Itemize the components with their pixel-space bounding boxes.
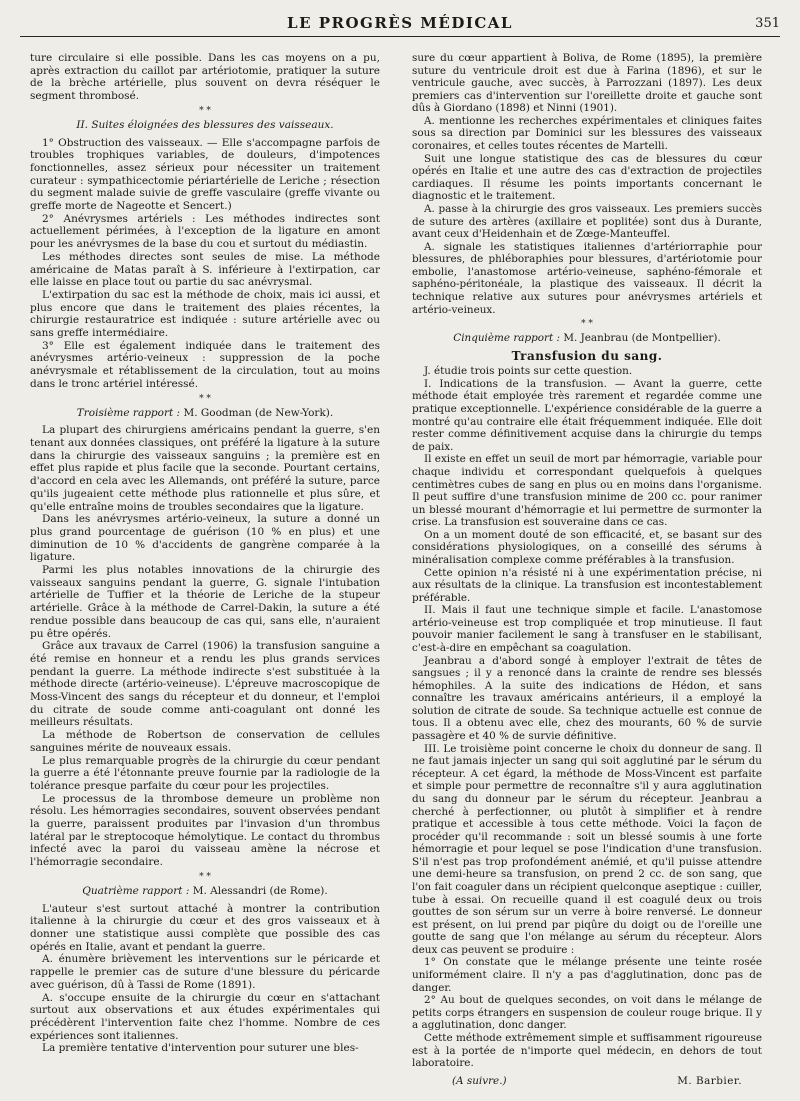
paragraph: Grâce aux travaux de Carrel (1906) la transfusion sanguine a été remise en honneur et a rendu les plus grands services pendant la guerre. La méthode indirecte s'est substituée à la méthode directe (artério-veineuse). L'épreuve macroscopique de Moss-Vincent des sangs du récepteur et du donneur, et l'emploi du citrate de soude comme anti-coagulant ont donné les meilleurs résultats.: [30, 640, 380, 729]
report-subtitle: Transfusion du sang.: [511, 348, 663, 363]
paragraph: Parmi les plus notables innovations de la chirurgie des vaisseaux sanguins pendant la guerre, G. signale l'intubation artérielle de Tuffier et la théorie de Leriche de la stupeur artérielle. Grâce à la méthode de Carrel-Dakin, la suture a été rendue possible dans beaucoup de cas qui, sans elle, n'auraient pu être opérés.: [30, 564, 380, 640]
paragraph: A. passe à la chirurgie des gros vaisseaux. Les premiers succès de suture des artères (axillaire et poplitée) sont dus à Durante, avant ceux d'Heidenhain et de Zœge-Manteuffel.: [412, 202, 762, 241]
running-title: LE PROGRÈS MÉDICAL: [287, 14, 513, 32]
paragraph: J. étudie trois points sur cette question.: [424, 365, 633, 378]
page-number: 351: [755, 16, 780, 31]
paragraph: Dans les anévrysmes artério-veineux, la suture a donné un plus grand pourcentage de guérison (10 % en plus) et une diminution de 10 % d'accidents de gangrène comparée à la ligature.: [30, 513, 380, 564]
section-separator: * *: [581, 319, 593, 330]
to-be-continued: (A suivre.): [452, 1074, 507, 1087]
left-column: [30, 52, 380, 1055]
page-header: [20, 14, 780, 37]
report-author: M. Jeanbrau (de Montpellier).: [563, 332, 721, 345]
paragraph: A. signale les statistiques italiennes d'artériorraphie pour blessures, de phléboraphies pour blessures, d'artériotomie pour embolie, l'anastomose artério-veineuse, saphéno-fémorale et saphéno-péritonéale, la plastique des vaisseaux. Il décrit la technique relative aux sutures pour anévrysmes artériels et artério-veineux.: [412, 240, 762, 316]
paragraph: La méthode de Robertson de conservation de cellules sanguines mérite de nouveaux essais.: [30, 729, 380, 754]
paragraph: 2° Au bout de quelques secondes, on voit dans le mélange de petits corps étrangers en suspension de couleur rouge brique. Il y a agglutination, donc danger.: [412, 994, 762, 1032]
paragraph: 3° Elle est également indiquée dans le traitement des anévrysmes artério-veineux : suppression de la poche anévrysmale et rétablissement de la circulation, tout au moins dans le tronc artériel intéressé.: [30, 339, 380, 390]
report-heading-goodman: [30, 407, 380, 420]
paragraph: II. Mais il faut une technique simple et facile. L'anastomose artério-veineuse est trop compliquée et trop minutieuse. Il faut pouvoir manier facilement le sang à transfuser en le stabilisant, c'est-à-dire en empêchant sa coagulation.: [412, 604, 762, 655]
report-label: Cinquième rapport :: [453, 332, 561, 345]
paragraph: Cette méthode extrêmement simple et suffisamment rigoureuse est à la portée de n'importe quel médecin, en dehors de tout laboratoire.: [412, 1031, 762, 1070]
report-heading-alessandri: [30, 885, 380, 898]
signature-line: [412, 1075, 762, 1088]
paragraph: Les méthodes directes sont seules de mise. La méthode américaine de Matas paraît à S. inférieure à l'extirpation, car elle laisse en place tout ou partie du sac anévrysmal.: [30, 250, 380, 289]
paragraph: ture circulaire si elle possible. Dans les cas moyens on a pu, après extraction du caillot par artériotomie, pratiquer la suture de la brèche artérielle, plus souvent on devra réséquer le segment thrombosé.: [30, 52, 380, 103]
paragraph: La plupart des chirurgiens américains pendant la guerre, s'en tenant aux données classiques, ont préféré la ligature à la suture dans la chirurgie des vaisseaux sanguins ; la première est en effet plus rapide et plus facile que la seconde. Pourtant certains, d'accord en cela avec les Allemands, ont préféré la suture, parce qu'ils jugeaient cette méthode plus rationnelle et plus sûre, et qu'elle entraîne moins de troubles secondaires que la ligature.: [30, 424, 380, 513]
paragraph: Le processus de la thrombose demeure un problème non résolu. Les hémorragies secondaires, souvent observées pendant la guerre, paraissent produites par l'invasion d'un thrombus latéral par le streptocoque hémolytique. Le contact du thrombus infecté avec la paroi du vaisseau amène la nécrose et l'hémorragie secondaire.: [30, 792, 380, 869]
report-label: Troisième rapport :: [76, 406, 181, 419]
section-separator: * *: [199, 105, 211, 116]
paragraph: L'auteur s'est surtout attaché à montrer la contribution italienne à la chirurgie du cœur et des gros vaisseaux et à donner une statistique aussi complète que possible des cas opérés en Italie, avant et pendant la guerre.: [30, 902, 380, 953]
paragraph: Cette opinion n'a résisté ni à une expérimentation précise, ni aux résultats de la clinique. La transfusion est incontestablement préférable.: [412, 566, 762, 604]
right-column: [412, 52, 762, 1087]
paragraph: La première tentative d'intervention pour suturer une bles-: [42, 1042, 359, 1055]
report-author: M. Goodman (de New-York).: [183, 406, 334, 419]
section-separator: * *: [199, 871, 211, 882]
paragraph: Suit une longue statistique des cas de blessures du cœur opérés en Italie et une autre des cas d'extraction de projectiles cardiaques. Il résume les points importants concernant le diagnostic et le traitement.: [412, 152, 762, 203]
report-heading-jeanbrau: [412, 332, 762, 345]
report-author: M. Alessandri (de Rome).: [192, 884, 328, 897]
paragraph: A. s'occupe ensuite de la chirurgie du cœur en s'attachant surtout aux observations et aux études expérimentales qui précédèrent l'intervention faite chez l'homme. Nombre de ces expériences sont italiennes.: [30, 991, 380, 1042]
report-label: Quatrième rapport :: [82, 884, 190, 897]
paragraph: A. mentionne les recherches expérimentales et cliniques faites sous sa direction par Dominici sur les blessures des vaisseaux coronaires, et celles toutes récentes de Martelli.: [412, 114, 762, 153]
section-separator: * *: [199, 393, 211, 404]
paragraph: Jeanbrau a d'abord songé à employer l'extrait de têtes de sangsues ; il y a renoncé dans la crainte de rendre ses blessés hémophiles. A la suite des indications de Hédon, et sans connaître les travaux américains antérieurs, il a employé la solution de citrate de soude. Sa technique actuelle est connue de tous. Il a obtenu avec elle, chez des mourants, 60 % de survie passagère et 40 % de survie définitive.: [412, 654, 762, 743]
paragraph: Le plus remarquable progrès de la chirurgie du cœur pendant la guerre a été l'étonnante preuve fournie par la radiologie de la tolérance presque parfaite du cœur pour les projectiles.: [30, 754, 380, 792]
paragraph: III. Le troisième point concerne le choix du donneur de sang. Il ne faut jamais injecter un sang qui soit agglutiné par le sérum du récepteur. A cet égard, la méthode de Moss-Vincent est parfaite et simple pour permettre de reconnaître s'il y aura agglutination du sang du donneur par le sérum du récepteur. Jeanbrau a cherché à perfectionner, ou plutôt à simplifier et à rendre pratique et accessible à tous cette méthode. Voici la façon de procéder qu'il recommande : soit un blessé soumis à une forte hémorragie et pour lequel se pose l'indication d'une transfusion. S'il n'est pas trop profondément anémié, et qu'il puisse attendre une demi-heure sa transfusion, on prend 2 cc. de son sang, que l'on fait coaguler dans un récipient quelconque aseptique : cuiller, tube à essai. On recueille quand il est coagulé deux ou trois gouttes de son sérum sur un verre à boire renversé. Le donneur est présent, on lui prend par piqûre du doigt ou de l'oreille une goutte de sang que l'on mélange au sérum du récepteur. Alors deux cas peuvent se produire :: [412, 742, 762, 956]
paragraph: On a un moment douté de son efficacité, et, se basant sur des considérations physiologiques, on a conseillé des sérums à minéralisation complexe comme préférables à la transfusion.: [412, 528, 762, 566]
paragraph: 1° On constate que le mélange présente une teinte rosée uniformément claire. Il n'y a pas d'agglutination, donc pas de danger.: [412, 956, 762, 994]
paragraph: 2° Anévrysmes artériels : Les méthodes indirectes sont actuellement périmées, à l'exception de la ligature en amont pour les anévrysmes de la base du cou et surtout du médiastin.: [30, 212, 380, 251]
paragraph: 1° Obstruction des vaisseaux. — Elle s'accompagne parfois de troubles trophiques variables, de douleurs, d'impotences fonctionnelles, assez sérieux pour nécessiter un traitement curateur : sympathicectomie périartérielle de Leriche ; résection du segment malade suivie de greffe vasculaire (greffe vivante ou greffe morte de Nageotte et Sencert.): [30, 136, 380, 213]
paragraph: I. Indications de la transfusion. — Avant la guerre, cette méthode était employée très rarement et regardée comme une pratique exceptionnelle. L'expérience considérable de la guerre a montré qu'au contraire elle était fréquemment indiquée. Elle doit rester comme définitivement acquise dans la chirurgie du temps de paix.: [412, 377, 762, 453]
paragraph: L'extirpation du sac est la méthode de choix, mais ici aussi, et plus encore que dans le traitement des plaies récentes, la chirurgie restauratrice est indiquée : suture artérielle avec ou sans greffe intermédiaire.: [30, 288, 380, 340]
article-author: M. Barbier.: [677, 1074, 742, 1087]
paragraph: A. énumère brièvement les interventions sur le péricarde et rappelle le premier cas de suture d'une blessure du péricarde avec guérison, dû à Tassi de Rome (1891).: [30, 953, 380, 991]
paragraph: sure du cœur appartient à Boliva, de Rome (1895), la première suture du ventricule droit est due à Farina (1896), et sur le ventricule gauche, avec succès, à Parrozzani (1897). Les deux premiers cas d'intervention sur l'oreillette droite et gauche sont dûs à Giordano (1898) et Ninni (1901).: [412, 52, 762, 115]
section-heading: II. Suites éloignées des blessures des vaisseaux.: [76, 118, 334, 131]
paragraph: Il existe en effet un seuil de mort par hémorragie, variable pour chaque individu et correspondant quelquefois à quelques centimètres cubes de sang en plus ou en moins dans l'organisme. Il peut suffire d'une transfusion minime de 200 cc. pour ranimer un blessé mourant d'hémorragie et lui permettre de surmonter la crise. La transfusion est souveraine dans ce cas.: [412, 453, 762, 529]
